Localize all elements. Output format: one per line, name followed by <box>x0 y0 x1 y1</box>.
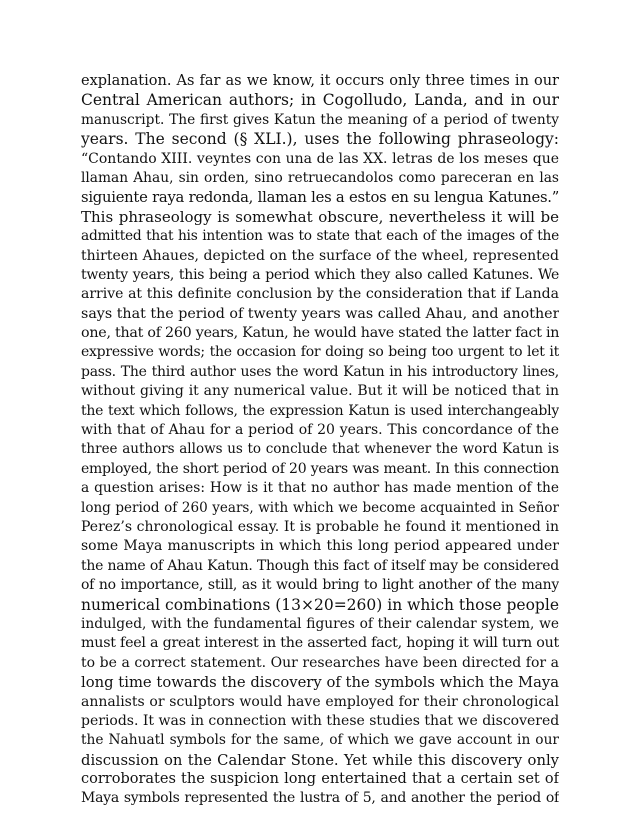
text-line: Maya symbols represented the lustra of 5, and another the period of <box>81 790 559 807</box>
text-line: annalists or sculptors would have employed for their chronological <box>81 693 559 710</box>
text-line: some Maya manuscripts in which this long period appeared under <box>81 538 559 555</box>
text-line: This phraseology is somewhat obscure, nevertheless it will be <box>81 207 559 226</box>
text-line: pass. The third author uses the word Katun in his introductory lines, <box>81 363 559 380</box>
text-line: twenty years, this being a period which they also called Katunes. We <box>81 266 559 283</box>
text-line: numerical combinations (13×20=260) in which those people <box>81 595 559 614</box>
text-line: discussion on the Calendar Stone. Yet while this discovery only <box>81 751 559 769</box>
text-line: a question arises: How is it that no author has made mention of the <box>81 480 559 497</box>
text-line: Perez’s chronological essay. It is probable he found it mentioned in <box>81 518 559 535</box>
text-line: explanation. As far as we know, it occurs only three times in our <box>81 73 559 89</box>
text-line: llaman Ahau, sin orden, sino retruecandolos como pareceran en las <box>81 169 559 186</box>
text-line: expressive words; the occasion for doing so being too urgent to let it <box>81 344 559 361</box>
text-line: Central American authors; in Cogolludo, Landa, and in our <box>81 91 559 110</box>
text-line: thirteen Ahaues, depicted on the surface of the wheel, represented <box>81 247 559 264</box>
text-line: three authors allows us to conclude that whenever the word Katun is <box>81 441 559 458</box>
text-line: one, that of 260 years, Katun, he would have stated the latter fact in <box>81 325 559 342</box>
text-line: to be a correct statement. Our researches have been directed for a <box>81 654 559 671</box>
text-line: siguiente raya redonda, llaman les a estos en su lengua Katunes.” <box>81 189 559 207</box>
text-line: without giving it any numerical value. But it will be noticed that in <box>81 383 559 400</box>
text-line: periods. It was in connection with these studies that we discovered <box>81 712 559 729</box>
text-line: the text which follows, the expression Katun is used interchangeably <box>81 402 559 419</box>
text-line: admitted that his intention was to state that each of the images of the <box>81 228 559 245</box>
text-line: the Nahuatl symbols for the same, of which we gave account in our <box>81 732 559 749</box>
text-line: long period of 260 years, with which we become acquainted in Señor <box>81 499 559 516</box>
text-line: manuscript. The first gives Katun the meaning of a period of twenty <box>81 111 559 128</box>
text-line: corroborates the suspicion long entertained that a certain set of <box>81 771 559 788</box>
text-line: indulged, with the fundamental figures of their calendar system, we <box>81 615 559 632</box>
text-line: “Contando XIII. veyntes con una de las XX. letras de los meses que <box>81 150 559 167</box>
text-line: with that of Ahau for a period of 20 years. This concordance of the <box>81 422 559 439</box>
text-line: arrive at this definite conclusion by the consideration that if Landa <box>81 286 559 303</box>
text-line: the name of Ahau Katun. Though this fact of itself may be considered <box>81 557 559 574</box>
body-text <box>81 72 559 809</box>
text-line: years. The second (§ XLI.), uses the following phraseology: <box>81 130 559 149</box>
text-line: employed, the short period of 20 years was meant. In this connection <box>81 460 559 477</box>
text-line: must feel a great interest in the asserted fact, hoping it will turn out <box>81 635 559 652</box>
text-line: says that the period of twenty years was called Ahau, and another <box>81 305 559 322</box>
text-line: of no importance, still, as it would bring to light another of the many <box>81 577 559 594</box>
text-line: long time towards the discovery of the symbols which the Maya <box>81 674 559 692</box>
